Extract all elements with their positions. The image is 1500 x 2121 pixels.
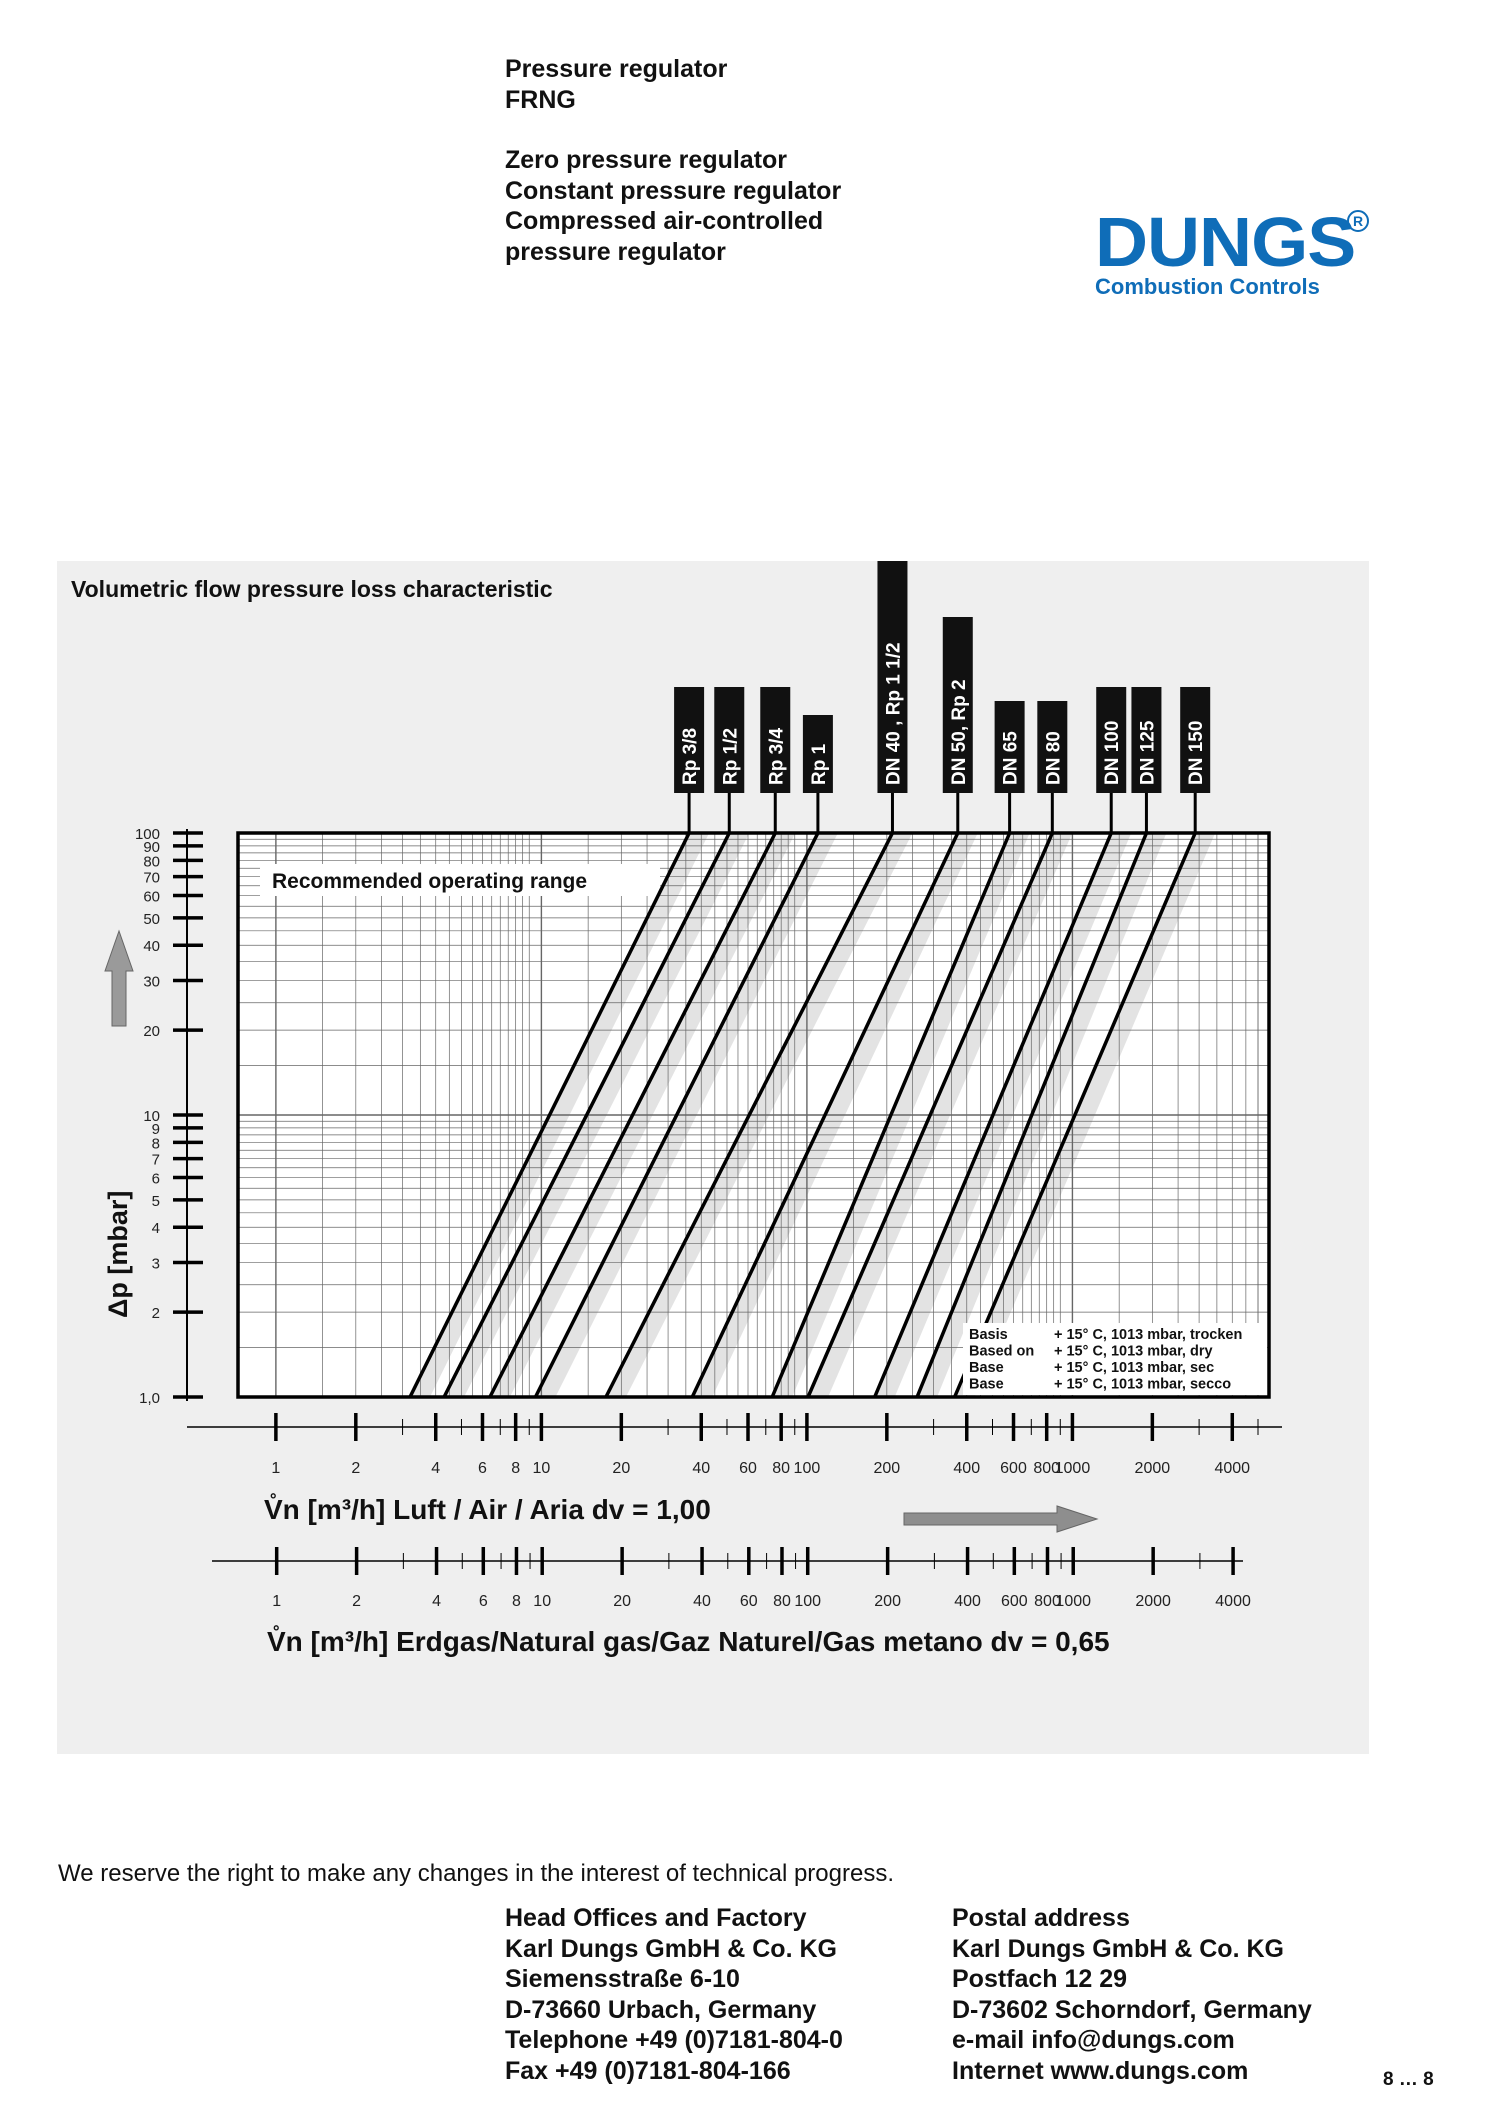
y-tick-label: 7 (151, 1151, 160, 1169)
document-header (505, 54, 841, 267)
y-tick-label: 30 (143, 973, 160, 991)
y-tick-label: 90 (143, 838, 160, 856)
x-air-tick-label: 20 (612, 1460, 631, 1477)
address-line: Fax +49 (0)7181-804-166 (505, 2056, 791, 2085)
y-tick-label: 40 (143, 938, 160, 956)
header-line: pressure regulator (505, 237, 726, 266)
x-air-tick-label: 4000 (1214, 1460, 1251, 1477)
dungs-logo (1095, 203, 1364, 300)
disclaimer-note: We reserve the right to make any changes in the interest of technical progress. (58, 1860, 894, 1887)
series-label: DN 150 (1186, 720, 1208, 785)
series-label: Rp 3/8 (680, 727, 702, 785)
header-line: FRNG (505, 85, 576, 114)
x-gas-tick-label: 200 (874, 1593, 901, 1610)
y-tick-label: 8 (151, 1135, 160, 1153)
y-tick-label: 9 (151, 1120, 160, 1138)
basis-note-value: + 15° C, 1013 mbar, secco (1054, 1376, 1232, 1393)
address-line: Postal address (952, 1904, 1130, 1932)
basis-note-label: Basis (969, 1327, 1008, 1343)
y-tick-label: 2 (151, 1305, 160, 1323)
series-label: DN 80 (1043, 731, 1065, 785)
postal-address (952, 1903, 1312, 2086)
x-gas-tick-label: 6 (478, 1593, 488, 1610)
y-tick-label: 6 (151, 1170, 160, 1188)
x-air-tick-label: 2 (351, 1460, 361, 1477)
x-gas-tick-label: 4 (432, 1593, 441, 1610)
y-tick-label: 20 (143, 1023, 160, 1041)
chart-title: Volumetric flow pressure loss characteristic (71, 576, 553, 602)
y-tick-label: 70 (143, 869, 160, 887)
x-air-tick-label: 1 (271, 1460, 281, 1477)
x-air-tick-label: 200 (873, 1460, 901, 1477)
x-air-tick-label: 4 (431, 1460, 441, 1477)
address-line: Head Offices and Factory (505, 1904, 807, 1932)
chart-panel (57, 561, 1369, 1754)
x-gas-tick-label: 20 (613, 1593, 632, 1610)
x-air-tick-label: 6 (478, 1460, 487, 1477)
flow-arrow-icon (904, 1506, 1097, 1532)
logo-subtitle: Combustion Controls (1095, 274, 1320, 299)
x-air-tick-label: 40 (692, 1460, 711, 1477)
header-line: Pressure regulator (505, 55, 728, 83)
pressure-loss-chart (57, 561, 1369, 1754)
y-axis-arrow-icon (105, 931, 133, 1026)
series-label: DN 125 (1137, 720, 1159, 785)
y-tick-label: 100 (134, 826, 160, 843)
y-tick-label: 10 (143, 1108, 160, 1125)
series-label: Rp 3/4 (766, 727, 788, 785)
x-gas-tick-label: 40 (693, 1593, 711, 1610)
x-gas-tick-label: 2 (352, 1593, 362, 1610)
x-air-tick-label: 400 (953, 1460, 981, 1477)
basis-note-label: Base (969, 1360, 1004, 1376)
x-air-tick-label: 600 (1000, 1460, 1027, 1477)
x-gas-tick-label: 2000 (1135, 1593, 1171, 1610)
address-line: Telephone +49 (0)7181-804-0 (505, 2026, 843, 2054)
header-line: Constant pressure regulator (505, 176, 842, 205)
address-line: e-mail info@dungs.com (952, 2026, 1235, 2054)
x-gas-tick-label: 600 (1000, 1593, 1028, 1610)
x-gas-tick-label: 1 (272, 1593, 282, 1610)
header-line: Zero pressure regulator (505, 146, 788, 174)
x-gas-tick-label: 4000 (1215, 1593, 1251, 1610)
logo-wordmark: DUNGS (1095, 203, 1356, 281)
series-label: DN 40 , Rp 1 1/2 (883, 642, 905, 785)
series-label: DN 65 (1000, 731, 1022, 785)
series-label: Rp 1/2 (720, 727, 742, 785)
series-label: DN 100 (1102, 720, 1124, 785)
x-gas-tick-label: 100 (794, 1593, 822, 1610)
y-tick-label: 50 (143, 910, 160, 928)
basis-note-value: + 15° C, 1013 mbar, trocken (1054, 1327, 1243, 1343)
y-tick-label: 3 (151, 1255, 160, 1273)
x-axis-gas-label: V̊n [m³/h] Erdgas/Natural gas/Gaz Naturel/Gas metano dv = 0,65 (267, 1626, 1110, 1657)
x-air-tick-label: 8 (511, 1460, 521, 1477)
x-gas-tick-label: 80 (773, 1593, 791, 1610)
y-tick-label: 5 (151, 1192, 160, 1210)
recommended-range-label: Recommended operating range (272, 870, 588, 893)
basis-note-value: + 15° C, 1013 mbar, dry (1054, 1343, 1213, 1360)
y-tick-label: 1,0 (139, 1390, 160, 1407)
x-air-tick-label: 1000 (1054, 1460, 1091, 1477)
x-gas-tick-label: 1000 (1055, 1593, 1092, 1610)
address-line: Siemensstraße 6-10 (505, 1965, 740, 1993)
x-air-tick-label: 80 (772, 1460, 791, 1477)
x-gas-tick-label: 8 (512, 1593, 521, 1610)
y-tick-label: 60 (143, 888, 160, 906)
x-air-tick-label: 2000 (1134, 1460, 1171, 1477)
header-line: Compressed air-controlled (505, 207, 824, 235)
basis-note-label: Based on (969, 1343, 1035, 1360)
x-air-tick-label: 10 (532, 1460, 551, 1477)
x-gas-tick-label: 800 (1034, 1593, 1061, 1610)
address-line: Karl Dungs GmbH & Co. KG (505, 1934, 837, 1963)
series-label: DN 50, Rp 2 (948, 679, 970, 785)
x-air-tick-label: 60 (739, 1460, 757, 1477)
x-gas-tick-label: 400 (954, 1593, 981, 1610)
head-office-address (505, 1903, 843, 2086)
registered-mark: R (1347, 210, 1369, 232)
address-line: Postfach 12 29 (952, 1965, 1128, 1993)
basis-note-value: + 15° C, 1013 mbar, sec (1054, 1360, 1215, 1376)
address-line: Internet www.dungs.com (952, 2056, 1249, 2085)
basis-note-label: Base (969, 1376, 1004, 1393)
page-number: 8 … 8 (1383, 2069, 1434, 2090)
y-axis-label: Δp [mbar] (103, 1190, 133, 1318)
y-tick-label: 80 (143, 853, 160, 871)
x-gas-tick-label: 10 (533, 1593, 552, 1610)
series-label: Rp 1 (808, 743, 830, 785)
x-gas-tick-label: 60 (739, 1593, 758, 1610)
address-line: D-73602 Schorndorf, Germany (952, 1995, 1312, 2024)
address-line: Karl Dungs GmbH & Co. KG (952, 1934, 1284, 1963)
x-air-tick-label: 800 (1033, 1460, 1061, 1477)
y-tick-label: 4 (151, 1220, 160, 1238)
x-air-tick-label: 100 (793, 1460, 821, 1477)
address-line: D-73660 Urbach, Germany (505, 1995, 817, 2024)
x-axis-air-label: V̊n [m³/h] Luft / Air / Aria dv = 1,00 (264, 1494, 711, 1525)
